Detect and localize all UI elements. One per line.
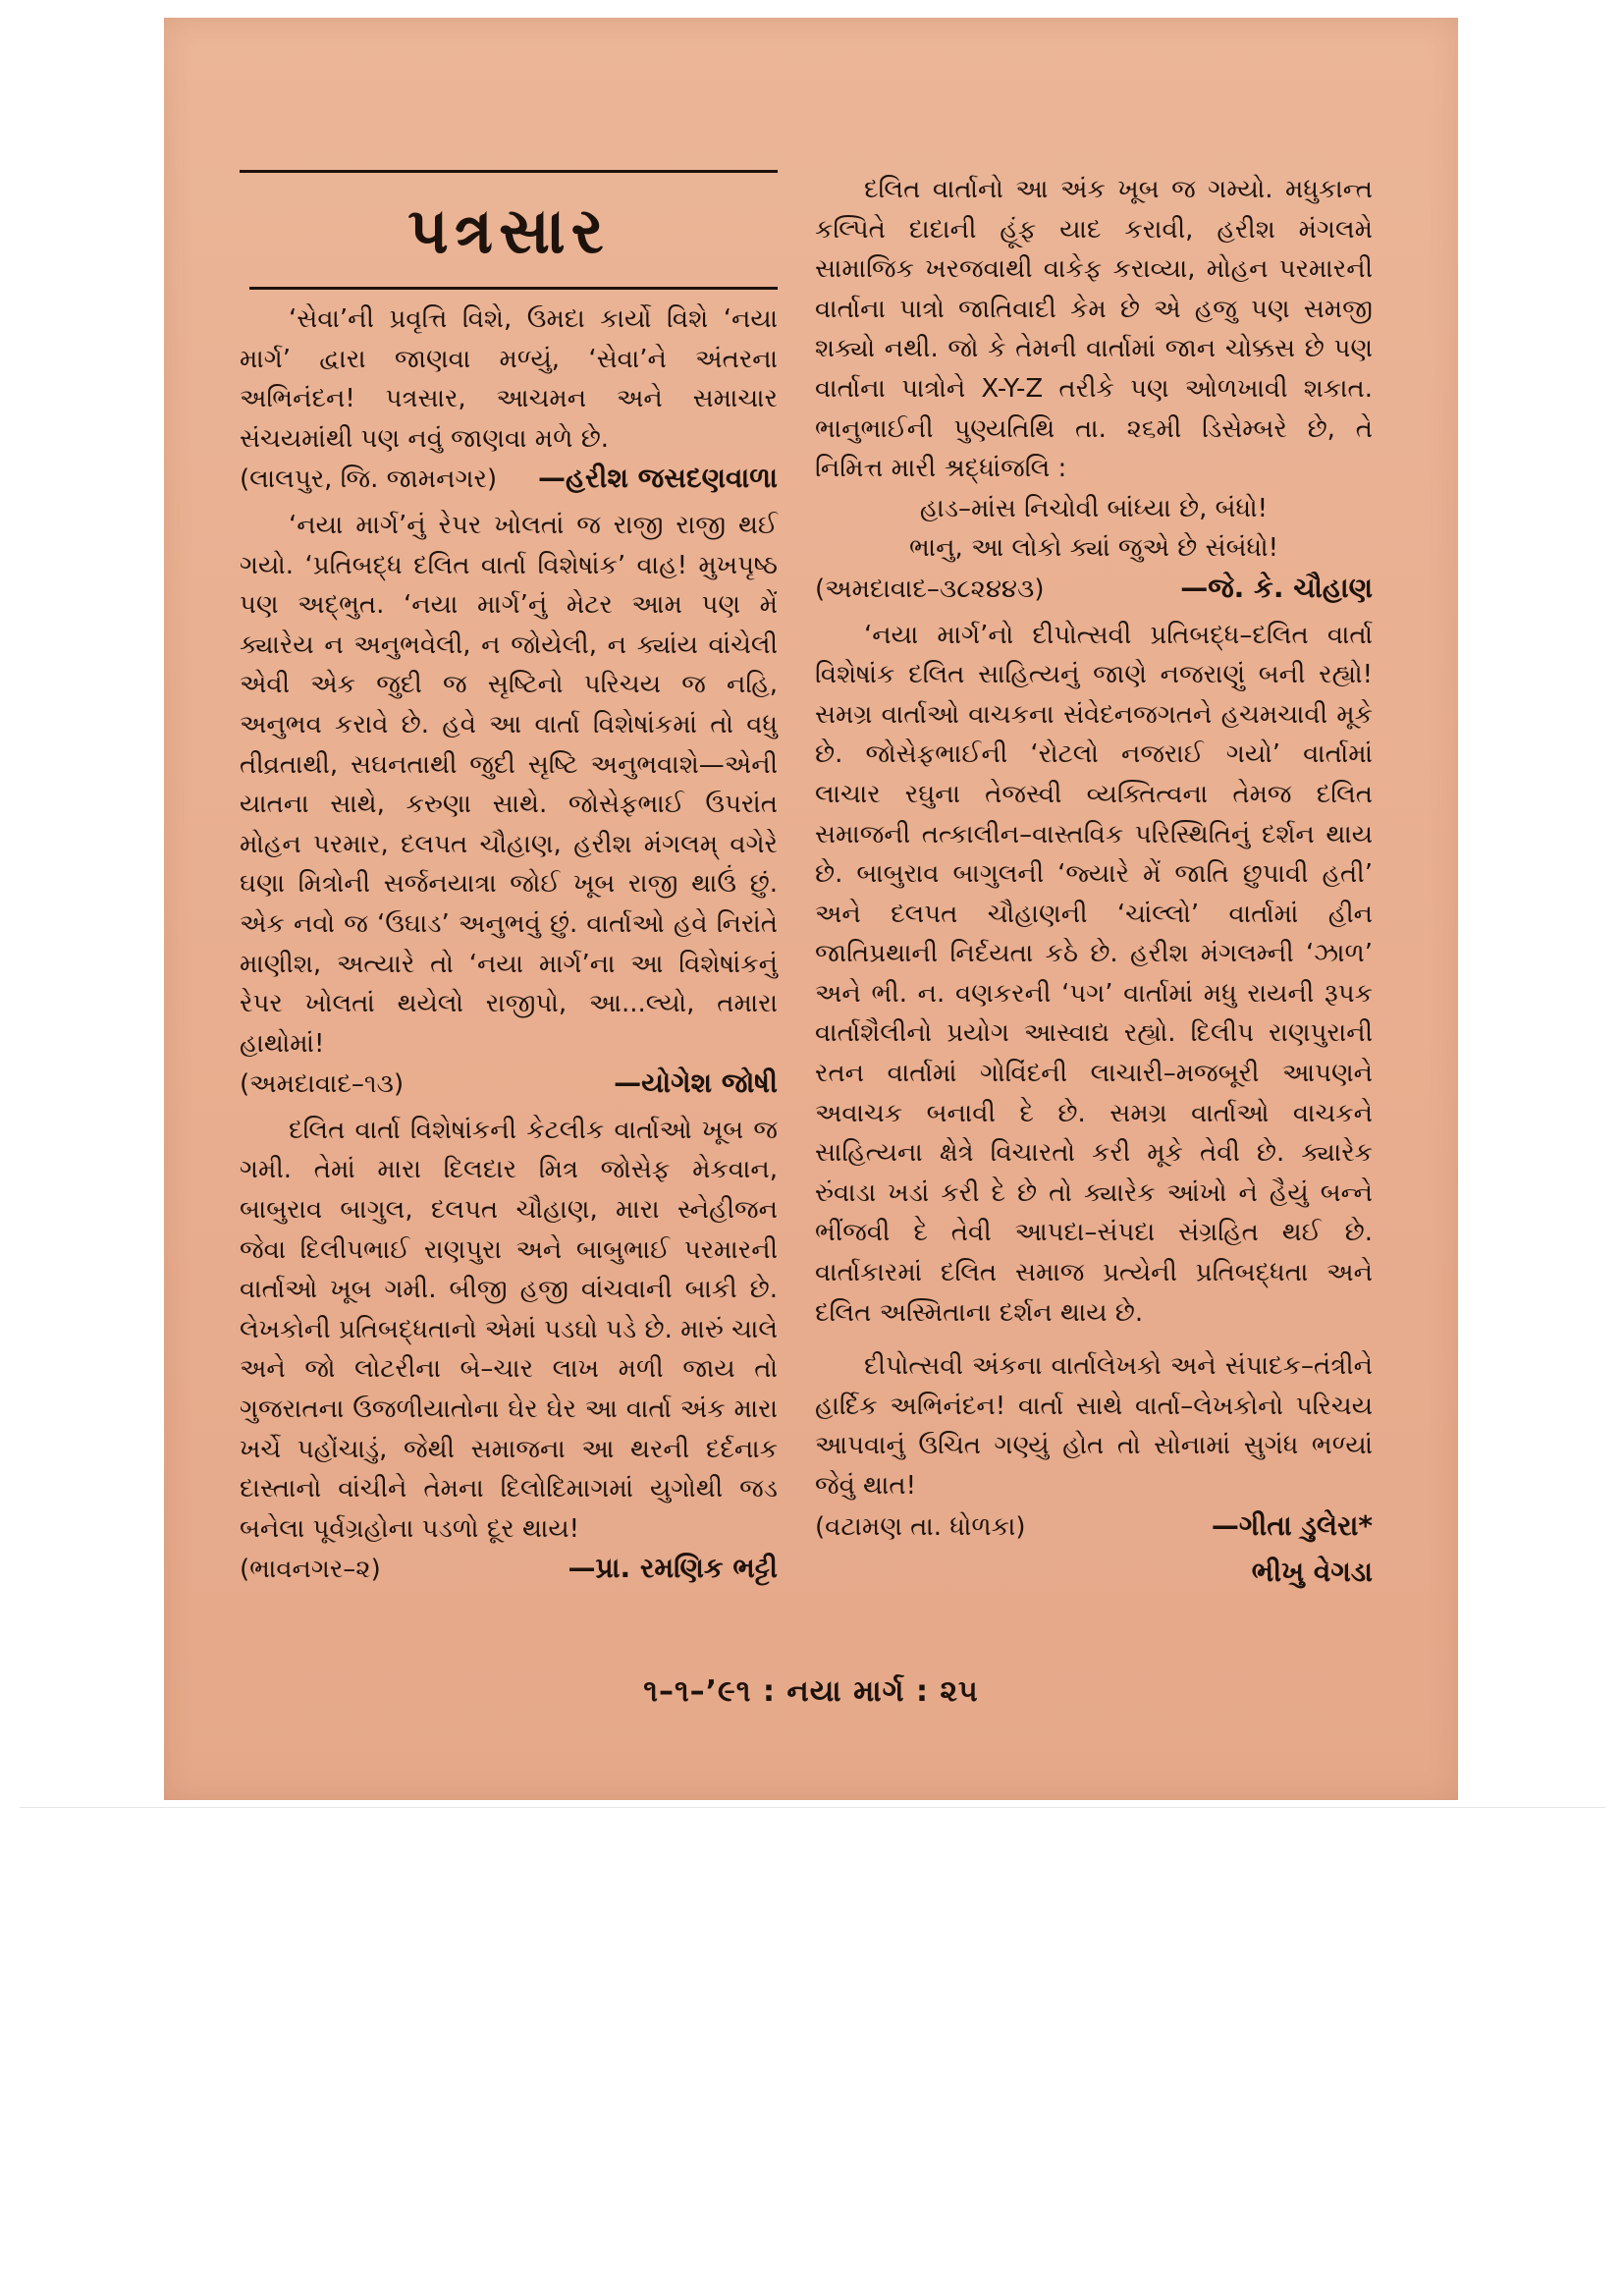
left-column (240, 170, 778, 1596)
letter-body: ‘નયા માર્ગ’નું રેપર ખોલતાં જ રાજી રાજી થઈ ગયો. ‘પ્રતિબદ્ધ દલિત વાર્તા વિશેષાંક’ વાહ! મુખપૃષ્ઠ પણ અદ્ભુત. ‘નયા માર્ગ’નું મેટર આમ પણ મેં ક્યારેય ન અનુભવેલી, ન જોયેલી, ન ક્યાંય વાંચેલી એવી એક જુદી જ સૃષ્ટિનો પરિચય જ નહિ, અનુભવ કરાવે છે. હવે આ વાર્તા વિશેષાંકમાં તો વધુ તીવ્રતાથી, સઘનતાથી જુદી સૃષ્ટિ અનુભવાશે—એની યાતના સાથે, કરુણા સાથે. જોસેફભાઈ ઉપરાંત મોહન પરમાર, દલપત ચૌહાણ, હરીશ મંગલમ્ વગેરે ઘણા મિત્રોની સર્જનયાત્રા જોઈ ખૂબ રાજી થાઉં છું. એક નવો જ ‘ઉઘાડ’ અનુભવું છું. વાર્તાઓ હવે નિરાંતે માણીશ, અત્યારે તો ‘નયા માર્ગ’ના આ વિશેષાંકનું રેપર ખોલતાં થયેલો રાજીપો, આ...લ્યો, તમારા હાથોમાં! (240, 510, 778, 1059)
letter-author-second: ભીખુ વેગડા (1251, 1556, 1373, 1589)
paragraph-gap (815, 1333, 1373, 1346)
letter-author: —પ્રા. રમણિક ભટ્ટી (568, 1552, 778, 1585)
letter-body: દલિત વાર્તા વિશેષાંકની કેટલીક વાર્તાઓ ખૂબ જ ગમી. તેમાં મારા દિલદાર મિત્ર જોસેફ મેકવાન, બાબુરાવ બાગુલ, દલપત ચૌહાણ, મારા સ્નેહીજન જેવા દિલીપભાઈ રાણપુરા અને બાબુભાઈ પરમારની વાર્તાઓ ખૂબ ગમી. બીજી હજી વાંચવાની બાકી છે. લેખકોની પ્રતિબદ્ધતાનો એમાં પડઘો પડે છે. મારું ચાલે અને જો લોટરીના બે–ચાર લાખ મળી જાય તો ગુજરાતના ઉજળીયાતોના ઘેર ઘેર આ વાર્તા અંક મારા ખર્ચે પહોંચાડું, જેથી સમાજના આ થરની દર્દનાક દાસ્તાનો વાંચીને તેમના દિલોદિમાગમાં યુગોથી જડ બનેલા પૂર્વગ્રહોના પડળો દૂર થાય! (240, 1115, 778, 1544)
letter-body: દલિત વાર્તાનો આ અંક ખૂબ જ ગમ્યો. મધુકાન્ત કલ્પિતે દાદાની હૂંફ યાદ કરાવી, હરીશ મંગલમે સામાજિક ખરજવાથી વાકેફ કરાવ્યા, મોહન પરમારની વાર્તાના પાત્રો જાતિવાદી કેમ છે એ હજુ પણ સમજી શક્યો નથી. જો કે તેમની વાર્તામાં જાન ચોક્કસ છે પણ વાર્તાના પાત્રોને X-Y-Z તરીકે પણ ઓળખાવી શકાત. ભાનુભાઈની પુણ્યતિથિ તા. ૨૬મી ડિસેમ્બરે છે, તે નિમિત્ત મારી શ્રદ્ધાંજલિ : (815, 175, 1373, 484)
letter-author: —ગીતા ડુલેરા* (1211, 1508, 1373, 1542)
letter-signature (240, 459, 778, 500)
verse-line: હાડ–માંસ નિચોવી બાંધ્યા છે, બંધો! (919, 493, 1269, 523)
section-title: પત્રસાર (407, 195, 610, 268)
letter-place: (અમદાવાદ–૩૮૨૪૪૩) (815, 574, 1045, 604)
verse-line: ભાનુ, આ લોકો ક્યાં જુએ છે સંબંધો! (909, 533, 1278, 564)
right-column (815, 170, 1373, 1599)
scanned-page (164, 18, 1458, 1800)
letter-body: ‘સેવા’ની પ્રવૃત્તિ વિશે, ઉમદા કાર્યો વિશે ‘નયા માર્ગ’ દ્વારા જાણવા મળ્યું, ‘સેવા’ને અંતરના અભિનંદન! પત્રસાર, આચમન અને સમાચાર સંચયમાંથી પણ નવું જાણવા મળે છે. (240, 304, 778, 454)
letter-signature (815, 569, 1373, 610)
page-footer: ૧–૧–’૯૧ : નયા માર્ગ : ૨૫ (643, 1674, 979, 1709)
letter-signature (240, 1064, 778, 1105)
letter-signature (815, 1506, 1373, 1548)
letter-body: દીપોત્સવી અંકના વાર્તાલેખકો અને સંપાદક–તંત્રીને હાર્દિક અભિનંદન! વાર્તા સાથે વાર્તા–લેખકોનો પરિચય આપવાનું ઉચિત ગણ્યું હોત તો સોનામાં સુગંધ ભળ્યાં જેવું થાત! (815, 1351, 1373, 1501)
letter-place: (લાલપુર, જિ. જામનગર) (240, 465, 498, 495)
letter-body: ‘નયા માર્ગ’નો દીપોત્સવી પ્રતિબદ્ધ–દલિત વાર્તા વિશેષાંક દલિત સાહિત્યનું જાણે નજરાણું બની રહ્યો! સમગ્ર વાર્તાઓ વાચકના સંવેદનજગતને હચમચાવી મૂકે છે. જોસેફભાઈની ‘રોટલો નજરાઈ ગયો’ વાર્તામાં લાચાર રઘુના તેજસ્વી વ્યક્તિત્વના તેમજ દલિત સમાજની તત્કાલીન–વાસ્તવિક પરિસ્થિતિનું દર્શન થાય છે. બાબુરાવ બાગુલની ‘જ્યારે મેં જાતિ છુપાવી હતી’ અને દલપત ચૌહાણની ‘ચાંલ્લો’ વાર્તામાં હીન જાતિપ્રથાની નિર્દયતા કઠે છે. હરીશ મંગલમ્ની ‘ઝાળ’ અને ભી. ન. વણકરની ‘પગ’ વાર્તામાં મધુ રાયની રૂપક વાર્તાશૈલીનો પ્રયોગ આસ્વાદ્ય રહ્યો. દિલીપ રાણપુરાની રતન વાર્તામાં ગોવિંદની લાચારી–મજબૂરી આપણને અવાચક બનાવી દે છે. સમગ્ર વાર્તાઓ વાચકને સાહિત્યના ક્ષેત્રે વિચારતો કરી મૂકે તેવી છે. ક્યારેક રુંવાડા ખડાં કરી દે છે તો ક્યારેક આંખો ને હૈયું બન્ને ભીંજવી દે તેવી આપદા–સંપદા સંગ્રહિત થઈ છે. વાર્તાકારમાં દલિત સમાજ પ્રત્યેની પ્રતિબદ્ધતા અને દલિત અસ્મિતાના દર્શન થાય છે. (815, 620, 1373, 1328)
title-rule-top (240, 170, 778, 173)
letter-place: (અમદાવાદ–૧૩) (240, 1069, 405, 1100)
letter-author: —જે. કે. ચૌહાણ (1180, 571, 1373, 604)
letter-author: —હરીશ જસદણવાળા (538, 462, 778, 495)
title-rule-bottom (249, 287, 778, 290)
letter-signature (240, 1549, 778, 1590)
scan-edge-line (20, 1807, 1605, 1808)
letter-place: (ભાવનગર–૨) (240, 1555, 381, 1585)
letter-place: (વટામણ તા. ધોળકા) (815, 1511, 1026, 1542)
letter-author: —યોગેશ જોષી (614, 1066, 778, 1100)
